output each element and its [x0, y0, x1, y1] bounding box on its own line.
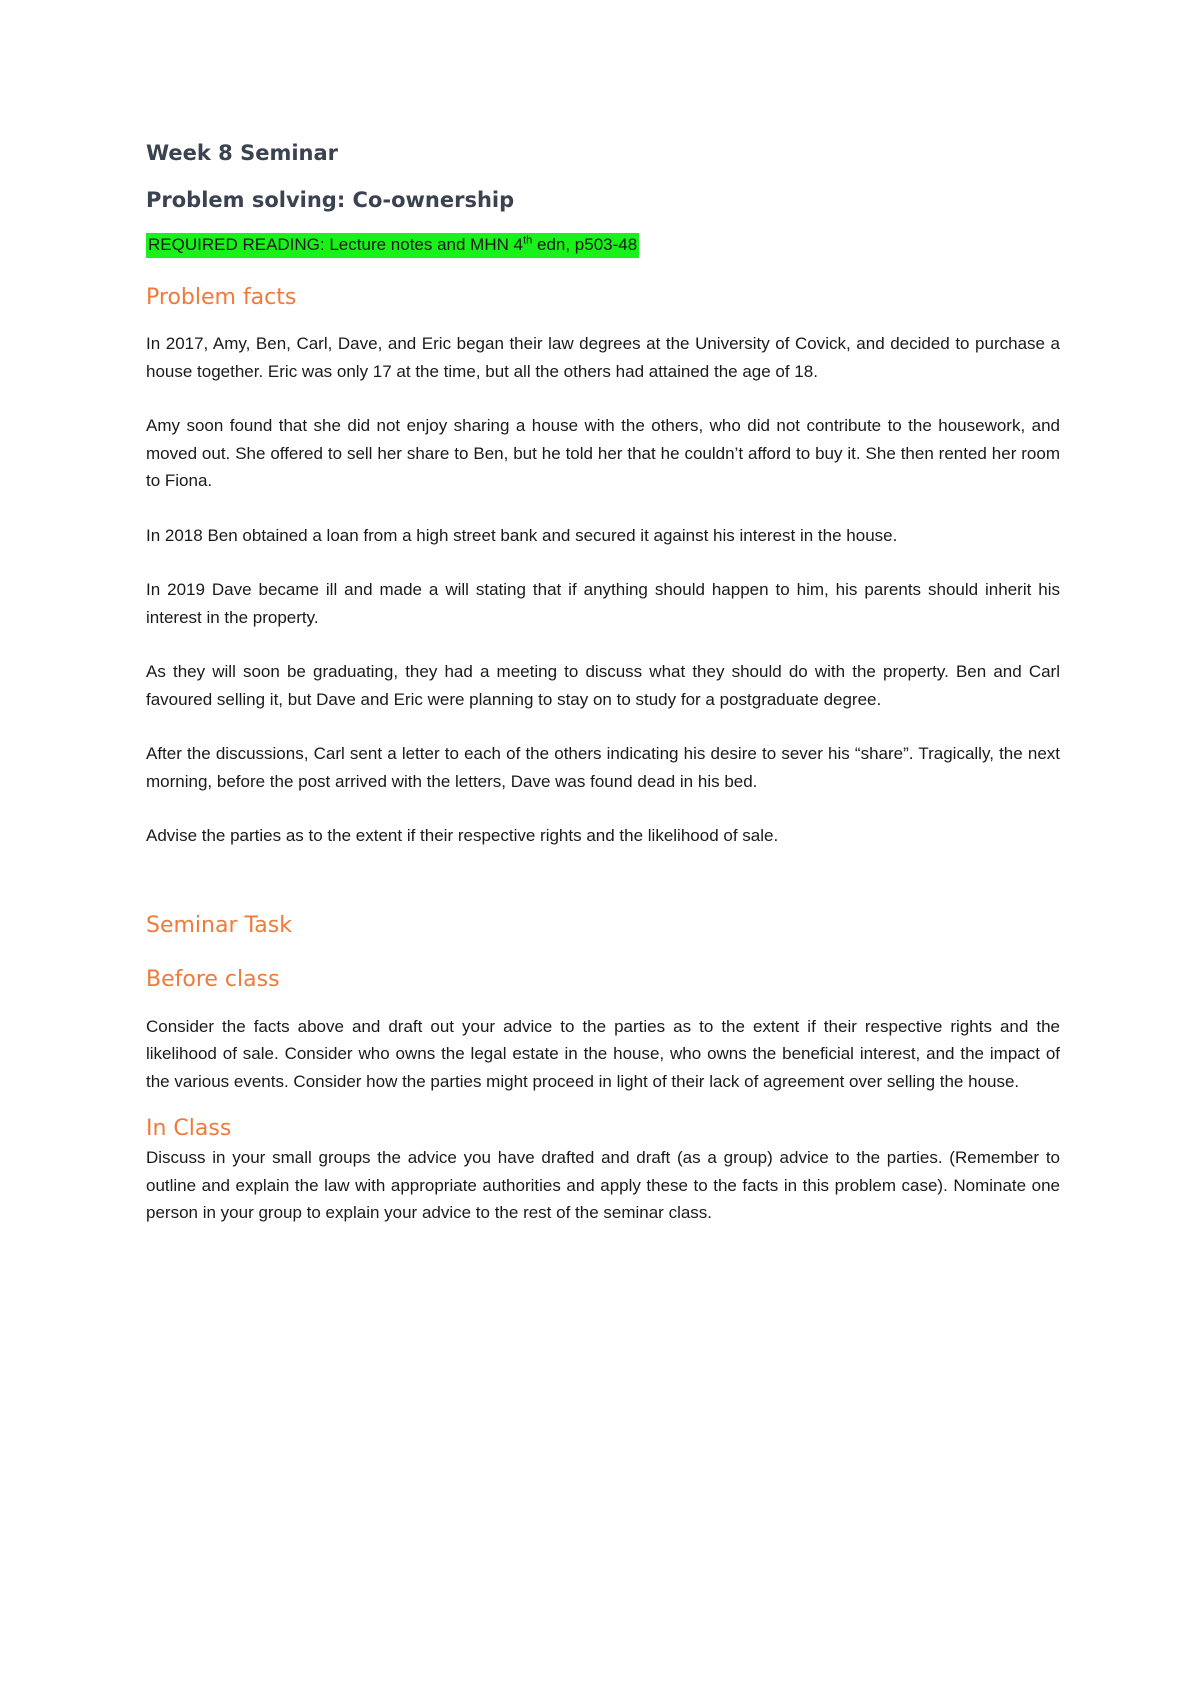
problem-paragraph-4: In 2019 Dave became ill and made a will stating that if anything should happen to him, his parents should inherit his interest in the property. [146, 580, 1060, 627]
seminar-task-heading: Seminar Task [146, 912, 292, 938]
problem-paragraph-7: Advise the parties as to the extent if their respective rights and the likelihood of sale. [146, 826, 779, 846]
required-reading-prefix: REQUIRED READING: Lecture notes and MHN 4 [148, 234, 524, 254]
before-class-text: Consider the facts above and draft out your advice to the parties as to the extent if their respective rights and the likelihood of sale. Consider who owns the legal estate in the house, who owns the beneficial interest, and the impact of the various events. Consider how the parties might proceed in light of their lack of agreement over selling the house. [146, 1016, 1060, 1091]
problem-facts-heading: Problem facts [146, 284, 297, 310]
in-class-text: Discuss in your small groups the advice you have drafted and draft (as a group) advice to the parties. (Remember to outline and explain the law with appropriate authorities and apply these to the facts in this problem case). Nominate one person in your group to explain your advice to the rest of the seminar class. [146, 1148, 1060, 1223]
problem-paragraph-2: Amy soon found that she did not enjoy sharing a house with the others, who did not contribute to the housework, and moved out. She offered to sell her share to Ben, but he told her that he couldn’t afford to buy it. She then rented her room to Fiona. [146, 416, 1060, 491]
document-page [146, 140, 1060, 1227]
problem-paragraph-1: In 2017, Amy, Ben, Carl, Dave, and Eric began their law degrees at the University of Covick, and decided to purchase a house together. Eric was only 17 at the time, but all the others had attained the age of 18. [146, 334, 1060, 381]
required-reading-superscript: th [523, 233, 533, 246]
required-reading-highlight [146, 233, 639, 258]
problem-paragraph-3: In 2018 Ben obtained a loan from a high street bank and secured it against his interest in the house. [146, 525, 898, 545]
problem-paragraph-5: As they will soon be graduating, they had a meeting to discuss what they should do with the property. Ben and Carl favoured selling it, but Dave and Eric were planning to stay on to study for a postgraduate degree. [146, 662, 1060, 709]
before-class-heading: Before class [146, 967, 280, 993]
problem-paragraph-6: After the discussions, Carl sent a letter to each of the others indicating his desire to sever his “share”. Tragically, the next morning, before the post arrived with the letters, Dave was found dead in his bed. [146, 744, 1060, 791]
document-title: Week 8 Seminar [146, 141, 339, 165]
document-subtitle: Problem solving: Co-ownership [146, 188, 515, 213]
required-reading-block [146, 233, 1060, 284]
in-class-heading: In Class [146, 1116, 232, 1142]
required-reading-suffix: edn, p503-48 [532, 234, 638, 254]
